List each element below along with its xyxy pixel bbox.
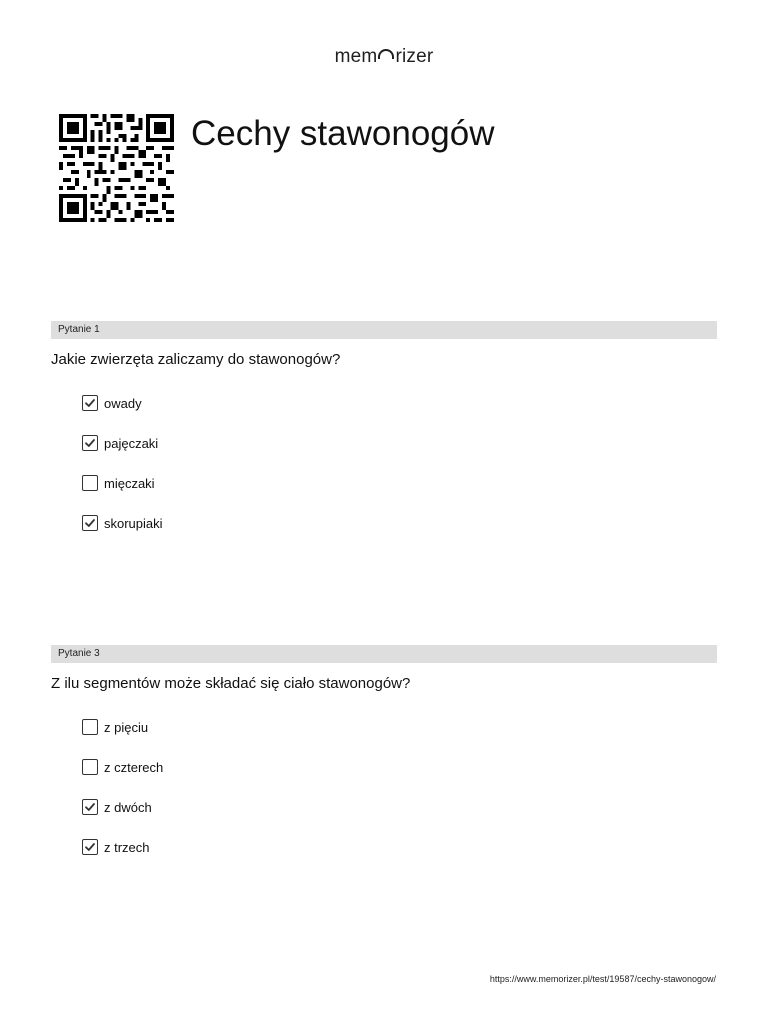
checkbox[interactable] xyxy=(82,435,98,451)
option-label: skorupiaki xyxy=(104,515,163,531)
option-z-trzech[interactable] xyxy=(82,837,150,857)
option-label: mięczaki xyxy=(104,475,155,491)
option-label: z pięciu xyxy=(104,719,149,735)
option-pajeczaki[interactable] xyxy=(82,433,158,453)
checkbox[interactable] xyxy=(82,475,98,491)
option-z-dwoch[interactable] xyxy=(82,797,152,817)
source-url[interactable]: https://www.memorizer.pl/test/19587/cechy-stawonogow/ xyxy=(489,974,716,984)
logo-arc-icon xyxy=(378,49,394,59)
page-title: Cechy stawonogów xyxy=(191,114,495,153)
checkmark-icon xyxy=(84,517,96,529)
checkbox[interactable] xyxy=(82,719,98,735)
checkmark-icon xyxy=(84,397,96,409)
question-header-3: Pytanie 3 xyxy=(51,645,717,663)
option-mieczaki[interactable] xyxy=(82,473,155,493)
option-z-pieciu[interactable] xyxy=(82,717,148,737)
checkbox[interactable] xyxy=(82,839,98,855)
option-label: owady xyxy=(104,395,142,411)
checkmark-icon xyxy=(84,841,96,853)
checkbox[interactable] xyxy=(82,799,98,815)
logo-text-start: mem xyxy=(334,46,378,67)
option-label: pajęczaki xyxy=(104,435,159,451)
question-header-1: Pytanie 1 xyxy=(51,321,717,339)
question-text-3: Z ilu segmentów może składać się ciało stawonogów? xyxy=(51,675,411,692)
checkmark-icon xyxy=(84,801,96,813)
memorizer-logo xyxy=(0,46,768,68)
checkbox[interactable] xyxy=(82,395,98,411)
option-label: z dwóch xyxy=(104,799,152,815)
option-label: z czterech xyxy=(104,759,164,775)
checkbox[interactable] xyxy=(82,515,98,531)
option-skorupiaki[interactable] xyxy=(82,513,163,533)
option-owady[interactable] xyxy=(82,393,142,413)
checkbox[interactable] xyxy=(82,759,98,775)
qr-code-icon xyxy=(59,114,174,222)
logo-text-end: rizer xyxy=(395,46,434,67)
question-text-1: Jakie zwierzęta zaliczamy do stawonogów? xyxy=(51,351,341,368)
option-label: z trzech xyxy=(104,839,150,855)
checkmark-icon xyxy=(84,437,96,449)
option-z-czterech[interactable] xyxy=(82,757,163,777)
